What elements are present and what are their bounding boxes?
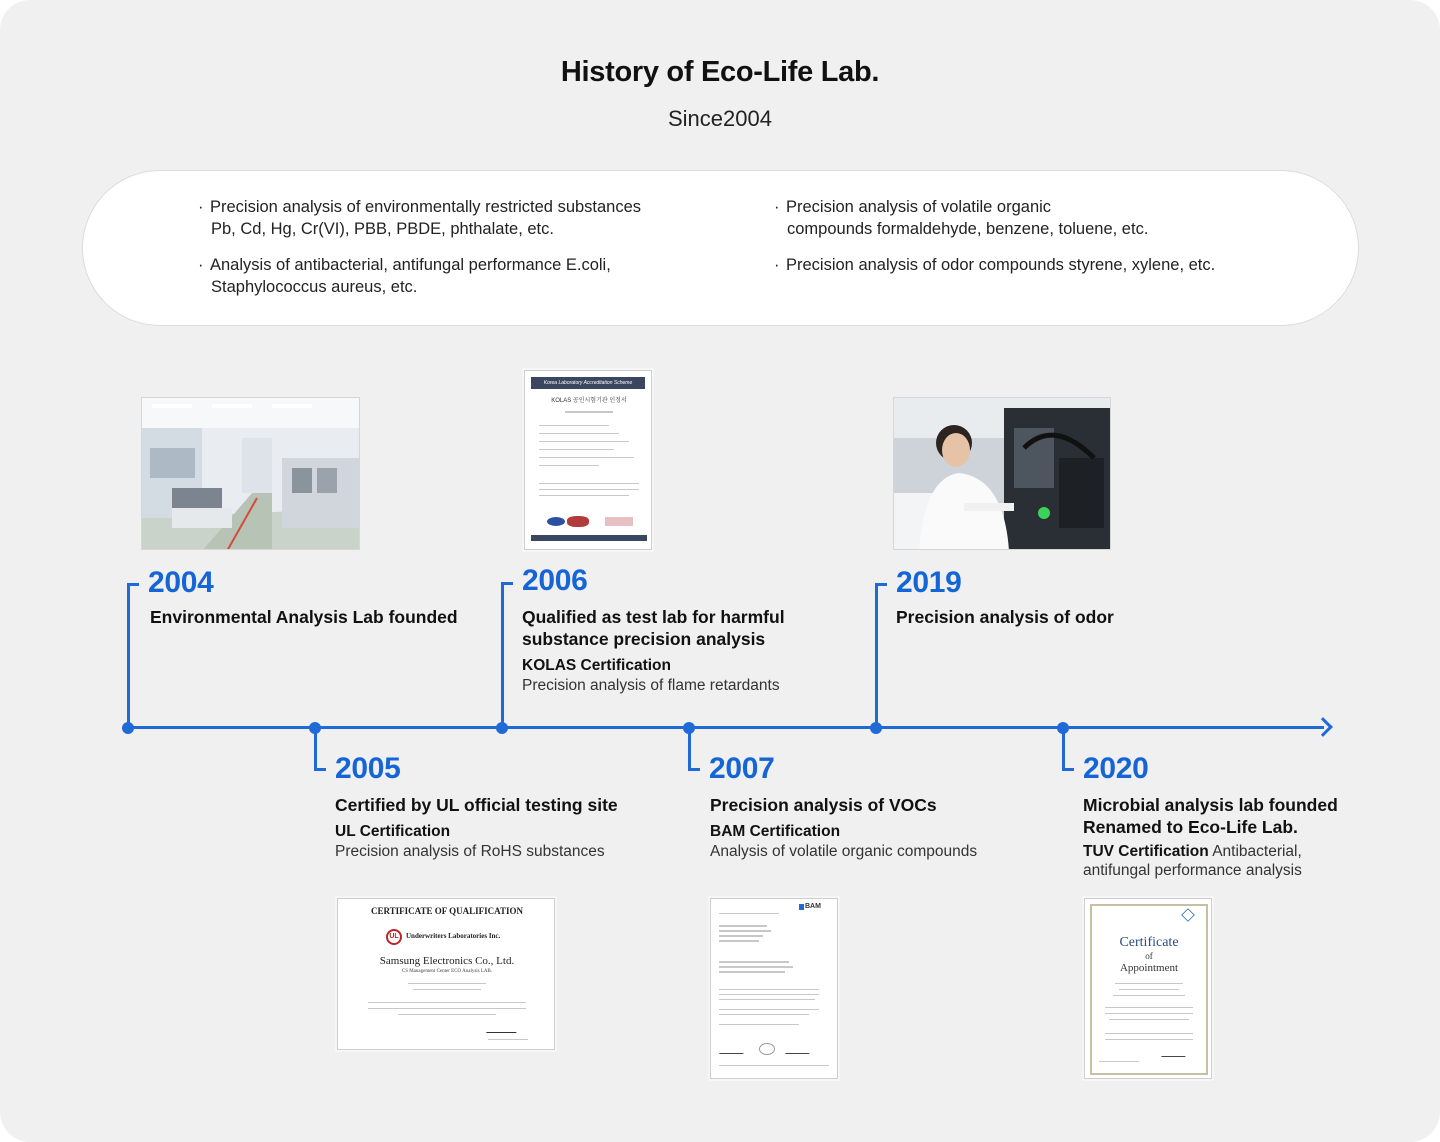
doc-text-line: [539, 441, 629, 442]
doc-text-line: [539, 433, 619, 434]
doc-text-line: [719, 961, 789, 963]
capability-line: Pb, Cd, Hg, Cr(VI), PBB, PBDE, phthalate, etc.: [211, 220, 554, 238]
doc-text-line: [1099, 1061, 1139, 1062]
doc-text-line: [1113, 995, 1185, 996]
milestone-heading: Environmental Analysis Lab founded: [150, 607, 458, 627]
ul-issuer: Underwriters Laboratories Inc.: [406, 932, 501, 940]
milestone-description: [1083, 842, 1302, 862]
capability-item: [198, 196, 641, 240]
ul-company: Samsung Electronics Co., Ltd.: [379, 955, 515, 967]
doc-text-line: [1105, 1013, 1193, 1014]
signature-icon: [1161, 1049, 1189, 1057]
tuv-cert-title: Certificate: [1119, 935, 1179, 950]
doc-text-line: [719, 1014, 809, 1015]
tuv-certificate-image: [1084, 898, 1212, 1079]
doc-text-line: [1105, 1039, 1193, 1040]
timeline-tick: [314, 768, 326, 771]
doc-text-line: [488, 1039, 528, 1040]
bullet-dot: ·: [198, 256, 204, 274]
milestone-heading: Precision analysis of odor: [896, 607, 1114, 627]
doc-text-line: [719, 966, 793, 968]
timeline-arrow-icon: [1313, 717, 1333, 737]
milestone-heading: Precision analysis of VOCs: [710, 795, 937, 815]
doc-text-line: [719, 935, 763, 937]
tuv-cert-subtitle: Appointment: [1119, 962, 1179, 974]
doc-text-line: [413, 989, 481, 990]
signature-icon: [486, 1023, 520, 1033]
bullet-dot: ·: [198, 198, 204, 216]
ul-cert-title: CERTIFICATE OF QUALIFICATION: [370, 906, 524, 916]
doc-text-line: [539, 483, 639, 484]
year-label-2006: 2006: [522, 564, 588, 597]
doc-text-line: [719, 1009, 819, 1010]
kolas-footer: [531, 535, 647, 541]
milestone-heading: substance precision analysis: [522, 629, 766, 649]
capability-line: Precision analysis of odor compounds styrene, xylene, etc.: [786, 256, 1216, 274]
capability-item: [774, 196, 1148, 240]
bam-stamp-icon: [759, 1043, 775, 1055]
milestone-description: antifungal performance analysis: [1083, 862, 1302, 879]
milestone-heading: Renamed to Eco-Life Lab.: [1083, 817, 1298, 837]
capabilities-panel: [82, 170, 1359, 326]
doc-text-line: [539, 465, 599, 466]
doc-text-line: [719, 999, 815, 1000]
capability-line: Precision analysis of volatile organic: [786, 198, 1052, 216]
milestone-description-text: Antibacterial,: [1212, 843, 1302, 860]
doc-text-line: [539, 489, 639, 490]
milestone-description: Precision analysis of flame retardants: [522, 677, 780, 694]
tuv-cert-of: of: [1145, 951, 1153, 961]
year-label-2019: 2019: [896, 566, 962, 599]
doc-text-line: [539, 495, 629, 496]
capability-line: Analysis of antibacterial, antifungal performance E.coli,: [210, 256, 611, 274]
bam-logo: BAM: [805, 903, 821, 910]
doc-text-line: [368, 1002, 526, 1003]
timeline-stem: [314, 728, 317, 771]
doc-text-line: [539, 457, 634, 458]
doc-text-line: [368, 1008, 526, 1009]
doc-text-line: [1105, 1033, 1193, 1034]
milestone-heading: Microbial analysis lab founded: [1083, 795, 1338, 815]
odor-analysis-photo: [893, 397, 1111, 550]
doc-text-line: [539, 449, 614, 450]
doc-text-line: [719, 994, 819, 995]
milestone-heading: Certified by UL official testing site: [335, 795, 618, 815]
ul-dept: CS Management Center ECO Analysis LAB.: [401, 969, 493, 974]
page-subtitle: Since2004: [668, 106, 772, 131]
bam-certificate-image: [710, 898, 838, 1079]
doc-text-line: [719, 925, 767, 927]
ul-certificate-image: [337, 898, 555, 1050]
year-label-2005: 2005: [335, 752, 401, 785]
capability-line: Precision analysis of environmentally restricted substances: [210, 198, 642, 216]
doc-text-line: [719, 1024, 799, 1025]
timeline-stem: [501, 582, 504, 728]
year-label-2004: 2004: [148, 566, 214, 599]
bullet-dot: ·: [774, 198, 780, 216]
timeline-tick: [688, 768, 700, 771]
timeline-axis: [128, 726, 1324, 729]
capability-item: [774, 254, 1215, 276]
kolas-certificate-image: [524, 370, 652, 550]
doc-text-line: [719, 971, 785, 973]
lab-photo-2004: [141, 397, 360, 550]
timeline-tick: [501, 582, 513, 585]
kolas-seal: [567, 516, 589, 527]
kolas-title: KOLAS 공인시험기관 인정서: [551, 398, 627, 404]
capability-line: compounds formaldehyde, benzene, toluene, etc.: [787, 220, 1149, 238]
doc-text-line: [398, 1014, 496, 1015]
doc-text-line: [1119, 989, 1179, 990]
doc-text-line: [565, 411, 613, 413]
certification-label: KOLAS Certification: [522, 657, 671, 674]
timeline-tick: [1062, 768, 1074, 771]
ul-logo-icon: UL: [386, 929, 402, 945]
capability-item: [198, 254, 611, 298]
certification-label: TUV Certification: [1083, 843, 1209, 860]
signature-icon: [785, 1046, 813, 1054]
doc-text-line: [408, 983, 486, 984]
bam-logo-icon: [799, 904, 804, 910]
year-label-2007: 2007: [709, 752, 775, 785]
doc-text-line: [719, 940, 759, 942]
doc-text-line: [719, 1065, 829, 1066]
signature-icon: [719, 1046, 747, 1054]
timeline-stem: [127, 583, 130, 728]
bullet-dot: ·: [774, 256, 780, 274]
certification-label: UL Certification: [335, 823, 451, 840]
milestone-heading: Qualified as test lab for harmful: [522, 607, 785, 627]
page-title: History of Eco-Life Lab.: [560, 56, 880, 88]
kolas-header: Korea Laboratory Accreditation Scheme: [531, 377, 645, 389]
timeline-tick: [127, 583, 139, 586]
doc-text-line: [539, 425, 609, 426]
milestone-description: Analysis of volatile organic compounds: [710, 843, 978, 860]
doc-text-line: [1109, 1019, 1189, 1020]
doc-text-line: [719, 930, 771, 932]
timeline-stem: [875, 583, 878, 728]
timeline-stem: [688, 728, 691, 771]
doc-text-line: [719, 989, 819, 990]
doc-text-line: [1115, 983, 1183, 984]
timeline-stem: [1062, 728, 1065, 771]
kolas-seal: [547, 517, 565, 526]
milestone-description: Precision analysis of RoHS substances: [335, 843, 605, 860]
certification-label: BAM Certification: [710, 823, 841, 840]
year-label-2020: 2020: [1083, 752, 1149, 785]
doc-text-line: [1105, 1007, 1193, 1008]
timeline-tick: [875, 583, 887, 586]
doc-text-line: [719, 913, 779, 914]
capability-line: Staphylococcus aureus, etc.: [211, 278, 418, 296]
kolas-stamp: [605, 517, 633, 526]
